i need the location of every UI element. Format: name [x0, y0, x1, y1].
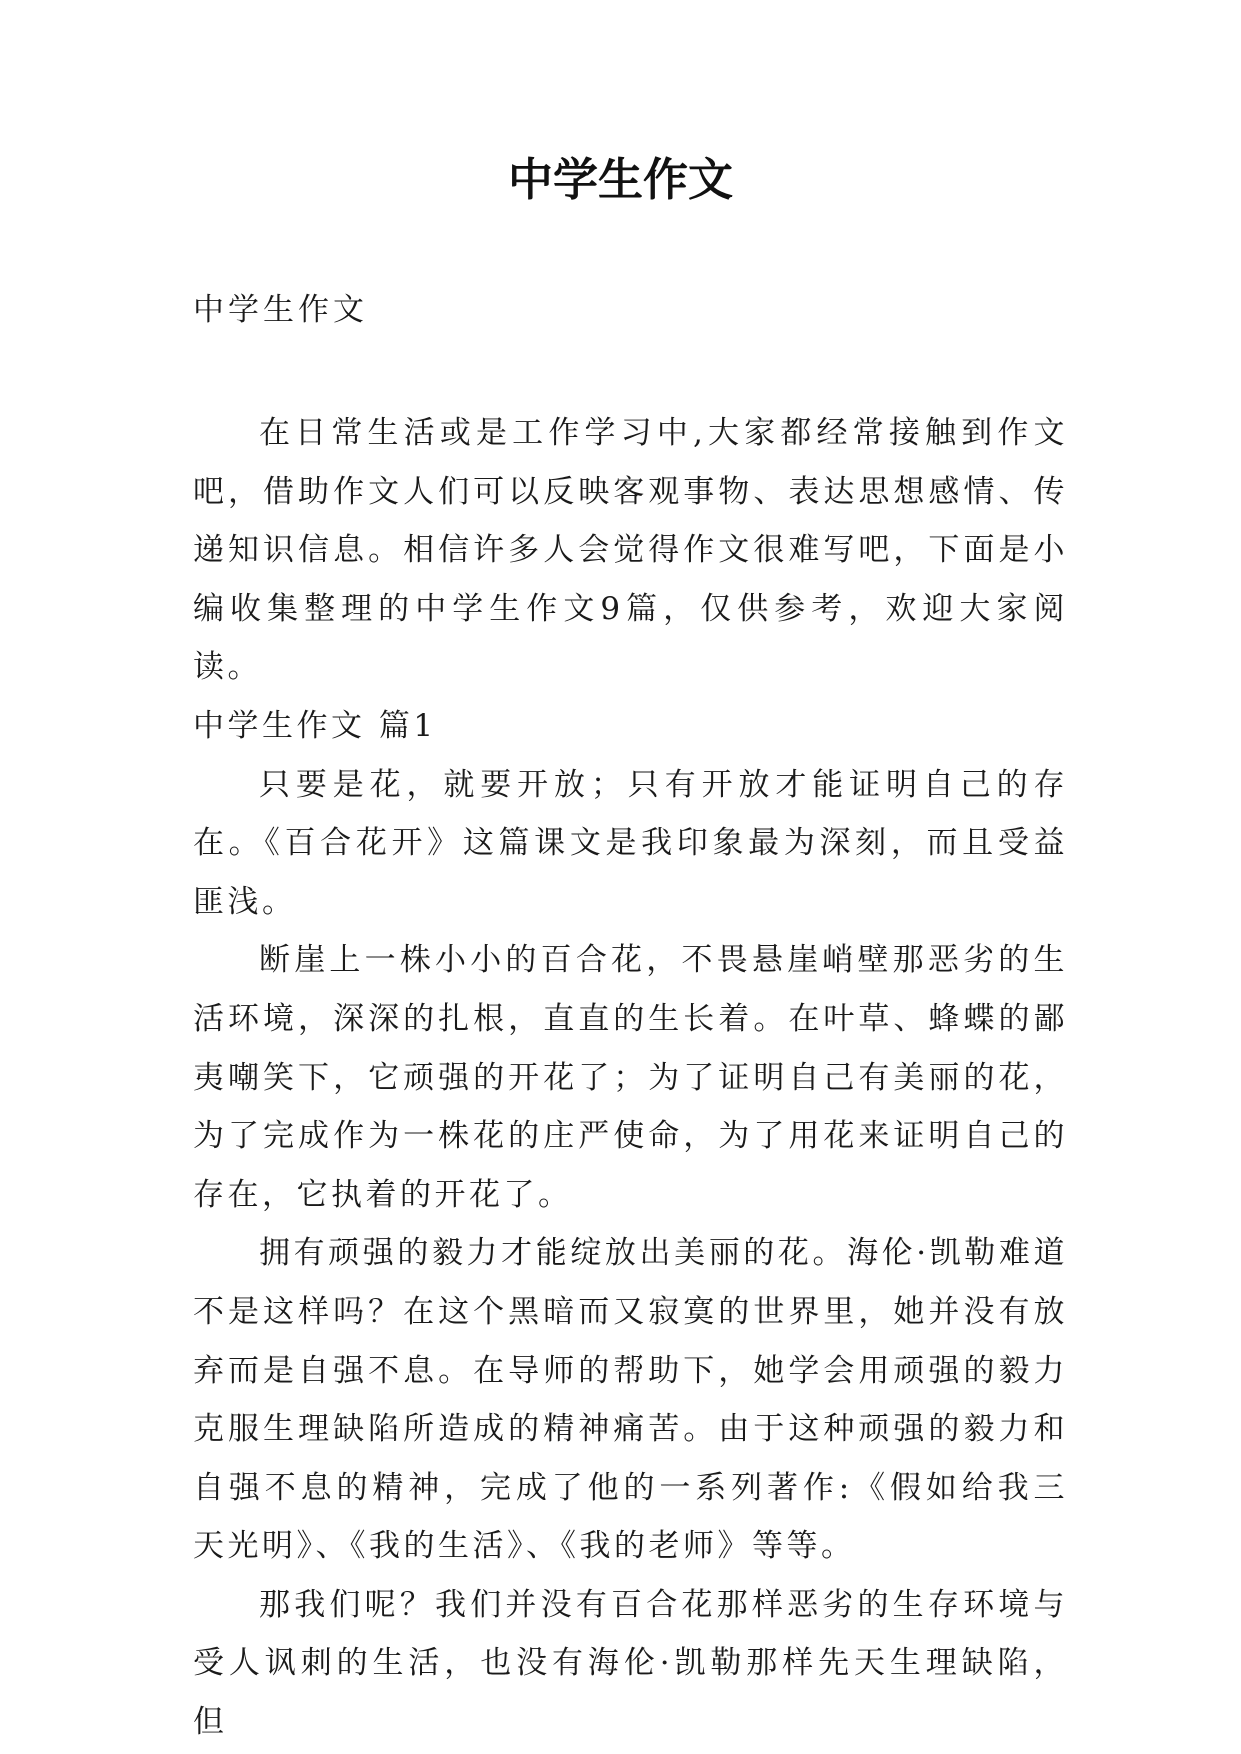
paragraph: 断崖上一株小小的百合花，不畏悬崖峭壁那恶劣的生活环境，深深的扎根，直直的生长着。在叶草、蜂蝶的鄙夷嘲笑下，它顽强的开花了；为了证明自己有美丽的花，为了完成作为一株花的庄严使命，为了用花来证明自己的存在，它执着的开花了。 — [193, 942, 1068, 1213]
paragraph: 只要是花，就要开放；只有开放才能证明自己的存在。《百合花开》这篇课文是我印象最为深刻，而且受益匪浅。 — [193, 766, 1068, 920]
document-body — [193, 404, 1068, 1752]
paragraph: 那我们呢？我们并没有百合花那样恶劣的生存环境与受人讽刺的生活，也没有海伦·凯勒那样先天生理缺陷，但 — [193, 1586, 1068, 1741]
section-heading-1: 中学生作文 篇1 — [193, 707, 437, 744]
paragraph-intro: 在日常生活或是工作学习中,大家都经常接触到作文吧，借助作文人们可以反映客观事物、表达思想感情、传递知识信息。相信许多人会觉得作文很难写吧，下面是小编收集整理的中学生作文9篇，仅供参考，欢迎大家阅读。 — [193, 415, 1068, 686]
paragraph: 拥有顽强的毅力才能绽放出美丽的花。海伦·凯勒难道不是这样吗？在这个黑暗而又寂寞的世界里，她并没有放弃而是自强不息。在导师的帮助下，她学会用顽强的毅力克服生理缺陷所造成的精神痛苦。由于这种顽强的毅力和自强不息的精神，完成了他的一系列著作:《假如给我三天光明》、《我的生活》、《我的老师》等等。 — [193, 1235, 1068, 1565]
document-title: 中学生作文 — [507, 153, 733, 206]
document-subheading: 中学生作文 — [193, 292, 368, 328]
